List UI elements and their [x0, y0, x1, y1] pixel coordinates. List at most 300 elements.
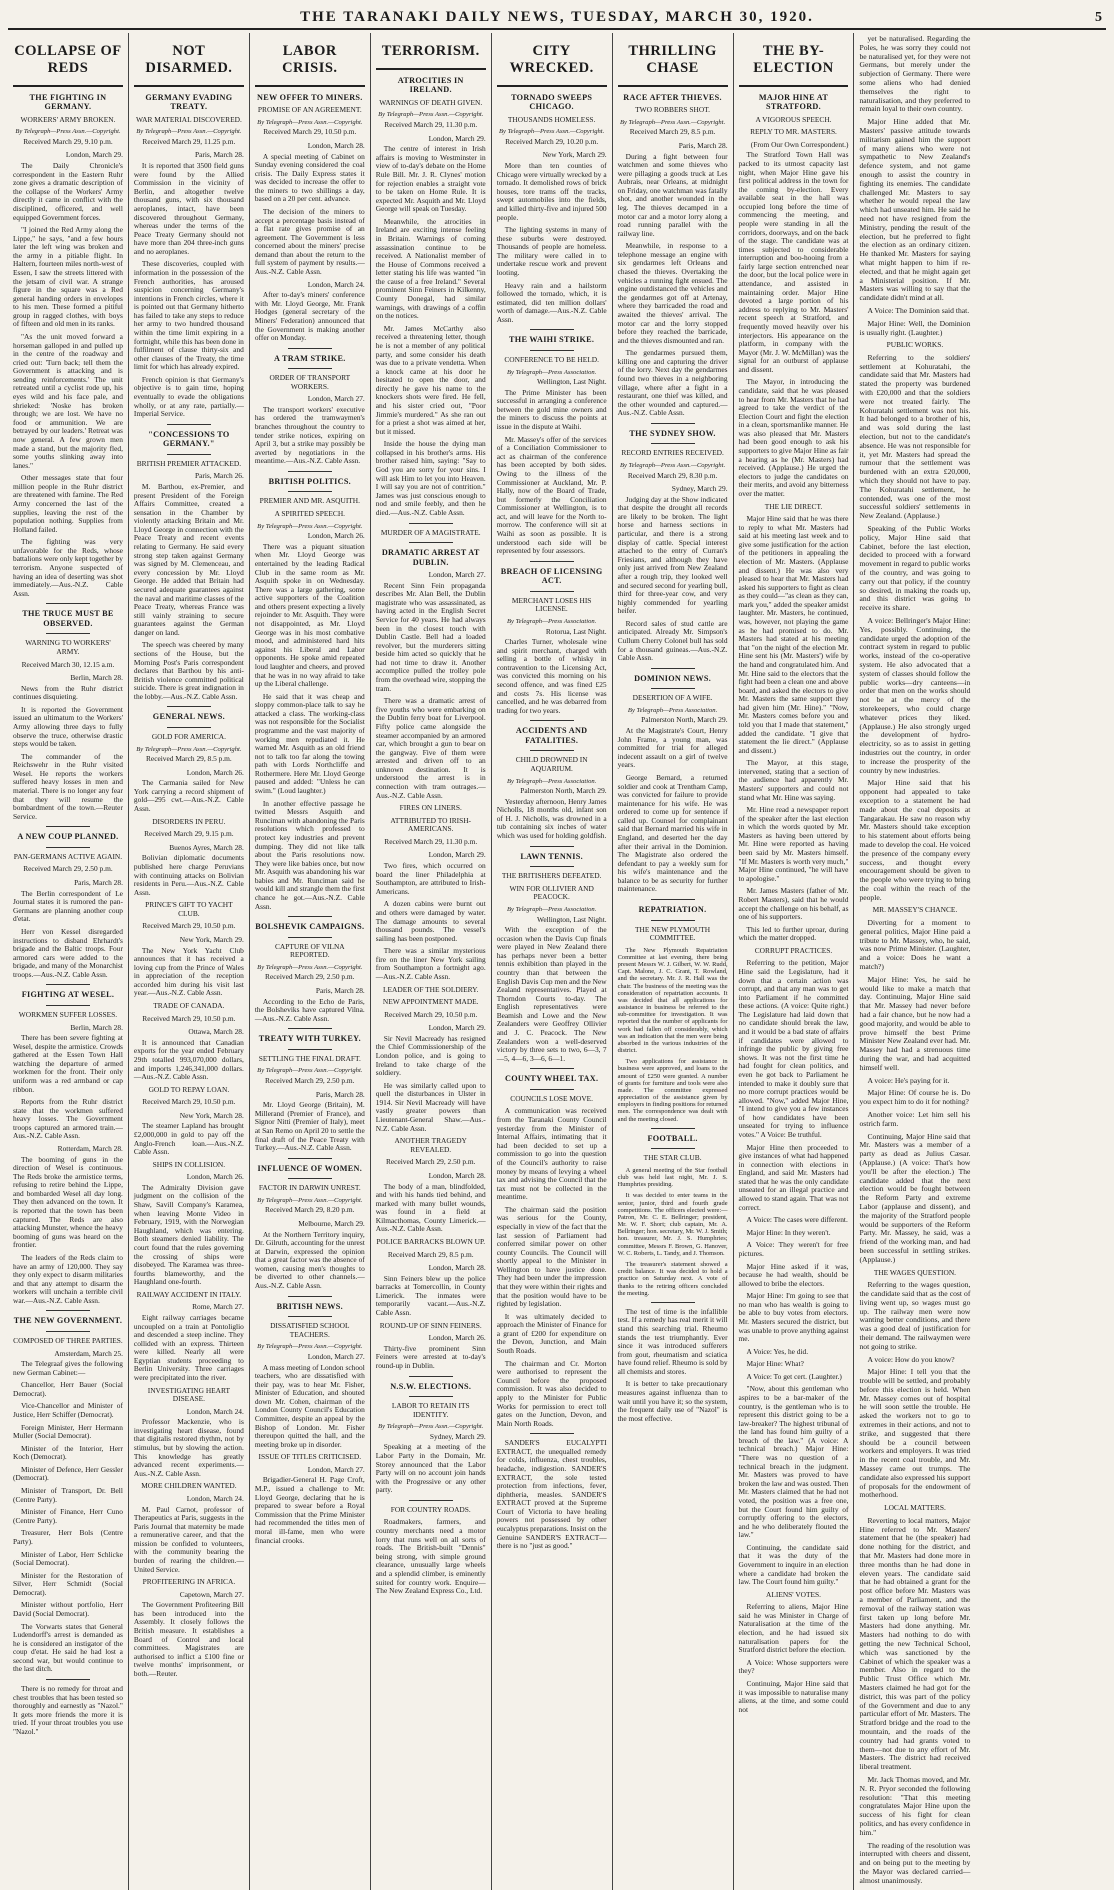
article-paragraph: There has been severe fighting at Wesel, despite the armistice. Crowds gathered at the Essen Town Hall watching the departure of armed workmen for the front. Their only uniform was a red armband or cap ribbon.: [13, 1033, 123, 1094]
article-paragraph: Two fires, which occurred on board the liner Philadelphia at Southampton, are attributed to Irish-Americans.: [375, 861, 486, 896]
subheading-plain: THE BRITISHERS DEFEATED.: [501, 871, 602, 881]
subheading-plain: MERCHANT LOSES HIS LICENSE.: [511, 595, 592, 614]
divider: [409, 1376, 453, 1377]
headline: THE BY-ELECTION: [739, 35, 849, 87]
divider: [651, 423, 695, 424]
article-paragraph: Major Hine: In they weren't.: [746, 1227, 831, 1237]
article-paragraph: French opinion is that Germany's objective is to gain time, hoping eventually to evade the obligations wholly, or at any rate, partially.—Imperial Service.: [133, 374, 244, 419]
received-time: Received March 29, 10.50 p.m.: [142, 1097, 236, 1107]
article-paragraph: Minister without portfolio, Herr David (Social Democrat).: [13, 1600, 123, 1618]
article-paragraph: A special meeting of Cabinet on Sunday evening considered the coal crisis. The Daily Express states it was decided to increase the offer to the miners to two shillings a day, based on a 20 per cent. advance.: [254, 151, 365, 204]
subheading-plain: THE STAR CLUB.: [643, 1153, 702, 1163]
article-paragraph: Another voice: Let him sell his ostrich farm.: [859, 1110, 971, 1128]
article-paragraph: The speech was cheered by many sections of the House, but the Morning Post's Paris correspondent declares that Barthou by his anti-British violence committed political suicide. There is great indignation in the lobby.—Aus.-N.Z. Cable Assn.: [133, 640, 244, 701]
subheading-plain: ORDER OF TRANSPORT WORKERS.: [269, 373, 351, 391]
subheading-plain: INVESTIGATING HEART DISEASE.: [147, 1385, 231, 1404]
article-paragraph: Continuing, the candidate said that it was the duty of the Government to inquire in an election where a candidate had broken the law. The Court found him guilty.": [738, 1542, 849, 1587]
subheading-plain: REPLY TO MR. MASTERS.: [750, 127, 837, 137]
article-paragraph: There was a piquant situation when Mr. Lloyd George was entertained by the leading Radical Club in the same room as Mr. Asquith spoke in on Wednesday. There was a large gathering, some active supporters of the Coalition and others present expecting a lively rejoinder to Mr. Asquith. They were not disappointed, as Mr. Lloyd George was in his most combative mood, and administered hard hits against his Liberal and Labor opponents. He spoke amid repeated loud laughter and cheers, and proved that he was in no way afraid to take up the Liberal challenge.: [254, 541, 365, 689]
article-paragraph: It is announced that Canadian exports for the year ended February 29th totalled 993,070,000 dollars, and imports 1,246,341,000 dollars.—Aus.-N.Z. Cable Assn.: [133, 1037, 244, 1082]
article-paragraph: George Bernard, a returned soldier and cook at Trentham Camp, was convicted for failure to provide maintenance for his wife. He was ordered to come up for sentence if called up. Counsel for complainant said that Bernard married his wife in England, and deserted her the day after their arrival in the Dominion. The Magistrate also ordered the defendant to pay a weekly sum for his wife's maintenance and the balance to be as security for further maintenance.: [617, 772, 728, 894]
article-paragraph: Yesterday afternoon, Henry James Nicholls, 18 months old, infant son of H. J. Nicholls, was drowned in a tub containing six inches of water which was used for holding goldfish.: [496, 796, 607, 841]
article-paragraph: It was ultimately decided to approach the Minister of Finance for a grant of £200 for expenditure on the Devon, Junction, and Main South Roads.: [496, 1311, 607, 1356]
subheading: THE NEW GOVERNMENT.: [13, 1316, 123, 1326]
dateline: London, March 24.: [186, 1406, 244, 1416]
article-paragraph: Professor Mackenzie, who is investigating heart disease, found that digitalis restored rhythm, not by stimulus, but by slowing the action. This knowledge has greatly advanced recent experiments.—Aus.-N.Z. Cable Assn.: [133, 1417, 244, 1478]
subheading-plain: LABOR TO RETAIN ITS IDENTITY.: [391, 1401, 470, 1419]
masthead-title: THE TARANAKI DAILY NEWS, TUESDAY, MARCH 30, 1920.: [300, 9, 814, 25]
subheading-plain: ISSUE OF TITLES CRITICISED.: [258, 1452, 362, 1462]
received-time: Received March 29, 2.50 p.m.: [385, 1157, 476, 1167]
article-paragraph: Sir Nevil Macready has resigned the Chief Commissionership of the London police, and is going to Ireland to take charge of the soldiery.: [375, 1033, 486, 1078]
article-paragraph: Meanwhile, the atrocities in Ireland are exciting intense feeling in Britain. Warnings of coming assassination continue to be received. A Nationalist member of the House of Commons received a letter stating his life was wanted "in the cause of a free Ireland." Several prominent Sinn Feiners in Kilkenny, County Donegal, had similar warnings, with drawings of a coffin on the notices.: [375, 216, 486, 321]
dateline: Rome, March 27.: [192, 1302, 244, 1312]
subheading-plain: WAR MATERIAL DISCOVERED.: [135, 114, 242, 124]
subheading-plain: POLICE BARRACKS BLOWN UP.: [376, 1237, 486, 1246]
subheading-plain: WORKMEN SUFFER LOSSES.: [18, 1009, 118, 1019]
dateline: London, March 29.: [428, 850, 486, 860]
article-paragraph: Mr. James McCarthy also received a threatening letter, though he is not a member of any political party, and some consider his death was due to a private vendetta. When a knock came at his door he hesitated to open the door, and directly he gave his name to the knockers shots were fired. He fell, and his sister cried out, "Poor Jimmie's murdered." As she ran out for a priest a shot was aimed at her, but it missed.: [375, 323, 486, 436]
article-paragraph: This led to further uproar, during which the matter dropped.: [738, 924, 849, 943]
dateline: London, March 29.: [428, 133, 486, 143]
divider: [409, 523, 453, 524]
subheading-plain: CONFERENCE TO BE HELD.: [504, 354, 599, 364]
article-paragraph: Minister for the Restoration of Silver, Herr Schmidt (Social Democrat).: [13, 1570, 123, 1597]
article-paragraph: According to the Echo de Paris, the Bolsheviks have captured Vilna.—Aus.-N.Z. Cable Assn.: [254, 996, 365, 1023]
article-paragraph: Reverting to local matters, Major Hine referred to Mr. Masters' statement that he (the speaker) had done nothing for the district, and that Mr. Masters had done more in three months than he had done in eleven years. The candidate said that he had obtained a grant for the post office before Mr. Masters was a member of Parliament, and the removal of the railway station was first taken up long before Mr. Masters had done anything. Mr. Masters had nothing to do with getting the new Technical School, which was sanctioned by the Cabinet of which the speaker was a member. Also in regard to the Public Trust Office which Mr. Masters claimed he had got for the district, this was part of the policy of the Government and due to any particular effort of Mr. Masters. The Stratford bridge and the road to the mountain, and the roads of the country had had grants voted to them—not due to any effort of Mr. Masters. The district had received liberal treatment.: [859, 1515, 971, 1772]
dateline: Sydney, March 29.: [429, 1431, 486, 1441]
dateline: Wellington, Last Night.: [537, 377, 607, 387]
dateline: London, March 27.: [307, 1464, 365, 1474]
article-paragraph: Charles Turner, wholesale wine and spirit merchant, charged with selling a bottle of whisky in contravention to the Licensing Act, was convicted this morning on his second offence, and was fined £25 and costs 7s. His license was cancelled, and he was debarred from trading for two years.: [496, 637, 607, 715]
divider: [46, 1005, 90, 1006]
subheading-plain: TWO ROBBERS SHOT.: [635, 105, 710, 115]
subheading-plain: ATTRIBUTED TO IRISH-AMERICANS.: [390, 815, 472, 834]
dateline: Paris, March 28.: [194, 150, 244, 160]
article-paragraph: Inside the house the dying man collapsed in his brother's arms. His brother raised him, saying: "Say to God you are sorry for your sins. I will ask Him to let you into Heaven. I will say you are not of contrition." James was just conscious enough to nod and smile feebly, and then he died.—Aus.-N.Z. Cable Assn.: [375, 439, 486, 517]
article-paragraph: A voice: He's paying for it.: [867, 1075, 950, 1085]
subheading-plain: PAN-GERMANS ACTIVE AGAIN.: [13, 851, 123, 861]
divider: [167, 424, 211, 425]
dateline: Berlin, March 28.: [70, 673, 123, 683]
subheading-plain: WARNINGS OF DEATH GIVEN.: [379, 97, 483, 107]
masthead: [8, 4, 1106, 30]
article-paragraph: The gendarmes pursued them, killing one and capturing the driver of the lorry. Next day the gendarmes found two thieves in a neighboring village, where after a fight in a restaurant, one thief was killed, and the other wounded and captured.—Aus.-N.Z. Cable Assn.: [617, 348, 728, 418]
subheading: THE WAIHI STRIKE.: [509, 335, 595, 345]
subheading-plain: MURDER OF A MAGISTRATE.: [380, 527, 481, 537]
divider: [46, 984, 90, 985]
article-paragraph: The steamer Lapland has brought £2,000,000 in gold to pay off the Anglo-French loan.—Aus.-N.Z. Cable Assn.: [133, 1121, 244, 1157]
article-paragraph: Referring to the soldiers' settlement at Kohuratahi, the candidate said that Mr. Masters had stated the property was burdened with £20,000 and that the soldiers were not treated fairly. The Kohuratahi settlement was not his. It had belonged to a brother of his, and was sold during the last election, but not to the candidate's absence. He was not responsible for it, yet Mr. Masters had spread the rumour that the settlement was burdened with an extra £20,000, which they should not have to pay. The Kohuratahi settlement, he contended, was one of the most successful soldiers' settlements in New Zealand. (Applause.): [859, 352, 971, 521]
subheading-plain: SETTLING THE FINAL DRAFT.: [258, 1053, 361, 1063]
received-time: Received March 29, 10.50 p.m.: [142, 1013, 236, 1023]
dateline: Buenos Ayres, March 28.: [169, 842, 244, 852]
divider: [46, 1679, 90, 1680]
subheading-plain: FIRES ON LINERS.: [399, 803, 462, 813]
divider: [167, 727, 211, 728]
byline: By Telegraph—Press Assn.—Copyright.: [136, 128, 242, 136]
article-paragraph-small: Two applications for assistance in business were approved, and loans to the amount of £250 were granted. A number of grants for furniture and tools were also made. The committee expressed appreciation of the assistance given by employers in finding positions for returned men. The correspondence was dealt with and the meeting closed.: [617, 1058, 728, 1123]
divider: [530, 561, 574, 562]
dateline: Paris, March 28.: [678, 140, 728, 150]
dateline: London, March 28.: [428, 1170, 486, 1180]
article-paragraph: Meanwhile, in response to a telephone message an engine with six gendarmes left Orleans and chased the thieves. Overtaking the vehicles a running fight ensued. The engine outdistanced the vehicles and the gendarmes got off at Artenay, where they barricaded the road and awaited the thieves' arrival. The motor car and the lorry stopped before they reached the barricade, and the thieves dismounted and ran.: [617, 241, 728, 345]
byline: By Telegraph—Press Assn.—Copyright.: [257, 1067, 363, 1075]
article-paragraph: The Carmania sailed for New York carrying a record shipment of gold—295 cwt.—Aus.-N.Z. Cable Assn.: [133, 778, 244, 814]
dateline: Paris, March 26.: [194, 471, 244, 481]
subheading: ATROCITIES IN IRELAND.: [397, 75, 464, 95]
subheading-plain: SHIPS IN COLLISION.: [152, 1159, 226, 1169]
dateline: London, March 26.: [186, 767, 244, 777]
divider: [651, 688, 695, 689]
article-paragraph: After to-day's miners' conference with Mr. Lloyd George, Mr. Frank Hodges (general secretary of the Miners' Federation) announced that the Government is making another offer on Monday.: [254, 290, 365, 343]
subheading-plain: RAILWAY ACCIDENT IN ITALY.: [136, 1289, 242, 1299]
subheading-plain: GOLD FOR AMERICA.: [151, 731, 226, 741]
article-paragraph: The Vorwarts states that General Ludendorff's arrest is demanded as he is considered an instigator of the coup d'etat. He said he had lost a second war, but would continue to the last ditch.: [13, 1621, 123, 1674]
article-paragraph: Minister of Defence, Herr Gessler (Democrat).: [13, 1464, 123, 1483]
received-time: Received March 29, 8.20 p.m.: [265, 1205, 355, 1215]
subheading-plain: RECORD ENTRIES RECEIVED.: [621, 448, 724, 458]
article-paragraph: Major Hine added that Mr. Masters' passive attitude towards militarism gained him the support of many aliens who were not sympathetic to New Zealand's defence system, and not game enough to assist the country in fighting its enemies. The candidate challenged Mr. Masters to say whether he would repeal the law which had unseated him. He said he need not have resigned from the Ministry, pending the result of the election, but he preferred to fight the election as an ordinary citizen. He thanked Mr. Masters for saying what might happen to him if re-elected, and that he might again get a Ministerial position. If Mr. Masters was willing to say that the candidate didn't mind at all.: [859, 117, 971, 303]
headline: LABOR CRISIS.: [255, 35, 365, 87]
article-paragraph: The body of a man, blindfolded, and with his hands tied behind, and marked with many bullet wounds, was found in a field at Kilmacthomas, County Limerick.—Aus.-N.Z. Cable Assn.: [375, 1181, 486, 1234]
subheading-plain: MORE CHILDREN WANTED.: [141, 1481, 237, 1491]
subheading-plain: GOLD TO REPAY LOAN.: [148, 1084, 230, 1094]
column-city-wrecked: [492, 33, 613, 1890]
byline: By Telegraph—Press Assn.—Copyright.: [378, 111, 484, 119]
article-paragraph: "Now, about this gentleman who aspires to be a bar-maker of the country, is the gentleman who is to represent this district going to be a law-breaker? The highest tribunal of the land has found him guilty of a breach of the law." (A voice: A technical breach.) Major Hine: "There was no question of a technical breach in the judgment. Mr. Masters was proved to have broken the law and was ousted. Then Mr. Masters claimed that he had not voted, the position was a free one, but the Court found him guilty of corruptly offering to the electors, and he who deliberately flouted the law.": [738, 1384, 849, 1540]
divider: [651, 668, 695, 669]
subheading-plain: CHILD DROWNED IN AQUARIUM.: [515, 755, 588, 773]
divider: [651, 1148, 695, 1149]
dateline: Rotterdam, March 28.: [57, 1144, 123, 1154]
article-paragraph: "As the unit moved forward a horseman galloped in and pulled up in the centre of the roadway and cried out: 'Turn back; tell them the Government is attacking and is sending reinforcements.' The unit retreated until a cyclist rode up, his eyes wild and his face pale, and shrieked: 'Noske has broken through; we are lost. We have no food or ammunition. We are betrayed by our leaders.' Retreat was now general. A few grown men made a stand, but the majority fled, some youths slinking away into lanes.": [13, 332, 123, 470]
article-paragraph: The reading of the resolution was interrupted with cheers and dissent, and on being put to the meeting by the Mayor was declared carried—almost unanimously.: [859, 1840, 971, 1885]
byline: By Telegraph—Press Association.: [506, 617, 597, 625]
headline: TERRORISM.: [376, 35, 486, 70]
dateline: Paris, March 28.: [315, 1089, 365, 1099]
subheading: BOLSHEVIK CAMPAIGNS.: [255, 922, 365, 932]
page-number: 5: [1095, 10, 1102, 25]
dateline: London, March 29.: [428, 1023, 486, 1033]
subheading-plain: ROUND-UP OF SINN FEINERS.: [379, 1320, 482, 1330]
subheading: RACE AFTER THIEVES.: [623, 92, 722, 102]
subheading: NEW OFFER TO MINERS.: [256, 92, 363, 102]
article-paragraph: Major Hine: I tell you that the trouble will be settled, and probably before this election is held. When Mr. Massey comes out of hospital he will soon settle the trouble. He asked the workers not to go to extremes in their actions, and not to strike, and suggested that there should be a council between workers and employers. It was tried in the recent coal trouble, and Mr. Massey came out trumps. The candidate also expressed his support of proposals for the endowment of motherhood.: [859, 1367, 971, 1500]
byline: By Telegraph—Press Association.: [506, 905, 597, 913]
article-paragraph: At the Magistrate's Court, Henry John Frame, a young man, was committed for trial for alleged indecent assault on a girl of twelve years.: [617, 726, 728, 770]
article-paragraph: There is no remedy for throat and chest troubles that has been tested so thoroughly and earnestly as "Nazol." It gets more friends the more it is tried. If your throat troubles you use "Nazol.": [13, 1684, 123, 1736]
received-time: Received March 29, 10.50 p.m.: [263, 127, 357, 137]
received-time: Received March 29, 10.20 p.m.: [505, 136, 599, 146]
subheading-plain: LOCAL MATTERS.: [884, 1503, 946, 1513]
received-time: Received March 29, 10.50 p.m.: [384, 1009, 478, 1019]
subheading: "CONCESSIONS TO GERMANY.": [148, 429, 230, 449]
article-paragraph-small: A general meeting of the Star football club was held last night, Mr. J. S. Humphries presiding.: [617, 1166, 728, 1189]
dateline: London, March 27.: [428, 570, 486, 580]
article-paragraph: Treasurer, Herr Bols (Centre Party).: [13, 1528, 123, 1546]
column-not-disarmed: [129, 33, 250, 1890]
column-terrorism: [371, 33, 492, 1890]
article-paragraph: Thirty-five prominent Sinn Feiners were arrested at to-day's round-up in Dublin.: [375, 1343, 486, 1370]
byline: By Telegraph—Press Association.: [506, 368, 597, 376]
dateline: New York, March 28.: [179, 1110, 244, 1120]
article-paragraph: The Telegraaf gives the following new German Cabinet:—: [13, 1359, 123, 1377]
article-paragraph: Diverting for a moment to general politics, Major Hine paid a tribute to Mr. Massey, who, he said, was now Prime Minister. (Laughter, and a voice: Does he want a match?): [859, 918, 971, 972]
article-paragraph: The decision of the miners to accept a percentage basis instead of a flat rate gives promise of an agreement. The Government is less concerned about the miners' precise demand than about the return to the full system of payment by results.—Aus.-N.Z. Cable Assn.: [254, 206, 365, 277]
article-paragraph: Mr. Jack Thomas moved, and Mr. N. R. Pryor seconded the following resolution: "That this meeting congratulates Major Hine upon the success of his fight for clean politics, and has every confidence in him.": [859, 1774, 971, 1837]
article-paragraph: Other messages state that four million people in the Ruhr district are threatened with famine. The Red Army concerned the last of the supplies, leaving the rest of the population nothing. Supplies from Holland failed.: [13, 473, 123, 534]
subheading: DOMINION NEWS.: [634, 673, 712, 683]
article-paragraph: Brigadier-General H. Page Croft, M.P., issued a challenge to Mr. Lloyd George, declaring that he is prepared to swear before a Royal Commission that the Prime Minister had recommended the titles men of moral ill-fame, men who were financial crooks.: [254, 1475, 365, 1545]
dateline: New York, March 29.: [179, 935, 244, 944]
dateline: Melbourne, March 29.: [298, 1219, 365, 1228]
subheading-plain: PROMISE OF AN AGREEMENT.: [257, 105, 362, 115]
divider: [651, 443, 695, 444]
article-paragraph: The Berlin correspondent of Le Journal states it is rumored the pan-Germans are planning another coup d'etat.: [13, 888, 123, 924]
divider: [409, 1500, 453, 1501]
byline: By Telegraph—Press Assn.—Copyright.: [619, 461, 726, 469]
headline: NOT DISARMED.: [134, 35, 244, 87]
byline: By Telegraph—Press Assn.—Copyright.: [378, 1423, 484, 1431]
article-paragraph: The Prime Minister has been successful in arranging a conference between the gold mine owners and the miners to discuss the points at issue in the dispute at Waihi.: [496, 387, 607, 432]
dateline: Paris, March 28.: [74, 878, 123, 888]
article-paragraph: At the Northern Territory inquiry, Dr. Gilruth, accounting for the unrest at Darwin, expressed the opinion that a great factor was the absence of women, causing men's thoughts to be diverted to other channels.—Aus.-N.Z. Cable Assn.: [254, 1229, 365, 1291]
dateline: London, March 26.: [307, 531, 365, 541]
headline: THRILLING CHASE: [618, 35, 728, 87]
divider: [288, 1316, 332, 1317]
article-paragraph: A Voice: The cases were different.: [746, 1215, 848, 1225]
subheading-plain: COMPOSED OF THREE PARTIES.: [13, 1335, 123, 1345]
dateline: Berlin, March 28.: [70, 1022, 123, 1032]
subheading-plain: CORRUPT PRACTICES.: [754, 945, 833, 955]
article-paragraph: Major Hine: Yes, he said he would like to make a match that day. Continuing, Major Hine said that Mr. Massey had never before had a fair chance, but he now had a good majority, and would be able to prove himself the best Prime Minister New Zealand ever had. Mr. Massey had had a strenuous time during the war, and had acquitted himself well.: [859, 974, 971, 1072]
subheading-plain: THOUSANDS HOMELESS.: [507, 114, 596, 124]
byline: By Telegraph—Press Assn.—Copyright.: [136, 745, 242, 753]
subheading-plain: CAPTURE OF VILNA REPORTED.: [274, 941, 345, 960]
dateline: Capetown, March 27.: [179, 1589, 244, 1599]
article-paragraph: Minister of Transport, Dr. Bell (Centre Party).: [13, 1486, 123, 1504]
subheading-plain: MR. MASSEY'S CHANCE.: [872, 905, 958, 915]
article-paragraph: Mr. Hine read a newspaper report of the speaker after the last election in which the words quoted by Mr. Masters as having been uttered by Mr. Hine were reported as having been said by Mr. Masters himself. "If Mr. Masters is worth very much," Major Hine continued, "he will have to apologise.": [738, 805, 849, 883]
article-paragraph: Chancellor, Herr Bauer (Social Democrat).: [13, 1380, 123, 1398]
divider: [167, 706, 211, 707]
subheading: FOOTBALL.: [647, 1133, 698, 1143]
dateline: London, March 24.: [307, 279, 365, 289]
byline: By Telegraph—Press Assn.—Copyright.: [499, 128, 605, 136]
article-paragraph: Roadmakers, farmers, and country merchants need a motor lorry that runs well on all sorts of roads. The British-built "Dennis" being strong, with simple ground clearance, unusually large wheels and a splendid climber, is eminently suited for country work. Enquire—The New Zealand Express Co., Ltd.: [375, 1517, 486, 1596]
divider: [530, 1068, 574, 1069]
article-paragraph: There was a dramatic arrest of five youths who were embarking on the Dublin ferry boat for Liverpool. Fifty police came alongside the steamer accompanied by an armored car, which brought a gun to bear on the gangway. Five of them were arrested and driven off to an unknown destination. It is understood the arrest is in connection with tram outrages.—Aus.-N.Z. Cable Assn.: [375, 696, 486, 800]
article-paragraph: A communication was received from the Taranaki County Council yesterday from the Minister of Internal Affairs, intimating that it had been decided to set up a commission to go into the question of the Council's authority to raise money by means of levying a wheel tax and advising the Council that the tax must not be collected in the meantime.: [496, 1106, 607, 1202]
article-paragraph: Major Hine asked if it was, because he had wealth, should be allowed to bribe the electors.: [738, 1261, 849, 1288]
subheading-plain: BRITISH PREMIER ATTACKED.: [136, 458, 242, 468]
article-paragraph: With the exception of the occasion when the Davis Cup finals were played in New Zealand there has perhaps never been a better tennis exhibition than played in the country than that between the English Davis Cup men and the New Zealand representatives. Played at Thorndon Courts to-day. The English representatives were Beamish and Lowe and the New Zealanders were Geoffrey Ollivier and J. C. Peacock. The New Zealanders won a well-deserved victory by three sets to two, 6—3, 7—5, 4—6, 3—6, 6—1.: [496, 925, 607, 1063]
dateline: Wellington, Last Night.: [537, 914, 607, 924]
article-paragraph: SANDER'S EUCALYPTI EXTRACT, the unequalled remedy for colds, influenza, chest troubles, headache, indigestion. SANDER'S EXTRACT, the sole tested protection from infections, fever, diphtheria, measles. SANDER'S EXTRACT proved at the Supreme Court of Victoria to have healing powers not possessed by other eucalyptus preparations. Insist on the Genuine SANDER'S EXTRACT—there is no "just as good.": [496, 1438, 607, 1551]
received-time: Received March 29, 2.50 p.m.: [23, 864, 113, 874]
divider: [288, 471, 332, 472]
article-paragraph: Eight railway carriages became uncoupled on a train at Pontoliglio and descended a steep incline. They collided with an express. Thirteen were killed. Nearly all were Egyptian students proceeding to Berlin University. Three carriages were precipitated into the river.: [133, 1312, 244, 1383]
article-paragraph: A voice: Bellringer's Major Hine: Yes, possibly. Continuing, the candidate urged the adoption of the contract system in regard to public works, instead of the co-operative system. He also advocated that a system of classes should follow the public works—dry canteens—in order that men on the works should not be at the mercy of the storekeepers, who could charge whatever prices they liked. (Applause.) He also strongly urged the development of hydro-electricity, so as to assist in getting industries out the country, in order to increase the prosperity of the country by new industries.: [859, 615, 971, 775]
subheading-plain: THE WAGES QUESTION.: [873, 1267, 957, 1277]
subheading: BRITISH POLITICS.: [268, 476, 352, 486]
article-paragraph: M. Paul Carnot, professor of Therapeutics at Paris, suggests in the Paris Journal that maternity be made a remunerative career, and that the mission be confided to volunteers, with the community bearing the burden of rearing the children.—United Service.: [133, 1504, 244, 1574]
subheading: REPATRIATION.: [638, 905, 707, 915]
dateline: (From Our Own Correspondent.): [750, 139, 849, 149]
article-paragraph: The booming of guns in the direction of Wesel is continuous. The Reds broke the armistice terms, refusing to retire behind the Lippe, and bombarded Wesel all day long. They then advanced on the town. It is reported that the town has been captured. The Reds are also attacking Munster, whence the heavy booming of guns was heard on the frontier.: [13, 1154, 123, 1250]
article-paragraph: Referring to aliens, Major Hine said he was Minister in Charge of Naturalisation at the time of the election, and he had issued six naturalisation papers for the Stratford district before the election.: [738, 1602, 849, 1655]
divider: [288, 368, 332, 369]
subheading: TREATY WITH TURKEY.: [258, 1034, 361, 1044]
subheading-plain: LEADER OF THE SOLDIERY.: [383, 984, 479, 994]
article-paragraph: A mass meeting of London school teachers, who are dissatisfied with their pay, was to hear Mr. Fisher, Minister of Education, and shouted down Mr. Cohen, chairman of the London County Council's Education Committee, despite an appeal by the Bishop of London. Mr. Fisher thereupon quitted the hall, and the meeting broke up in disorder.: [254, 1362, 365, 1449]
subheading-plain: COUNCILS LOSE MOVE.: [510, 1093, 594, 1103]
article-paragraph: Vice-Chancellor and Minister of Justice, Herr Schiffer (Democrat).: [13, 1401, 123, 1419]
subheading-plain: ALIENS' VOTES.: [766, 1589, 821, 1599]
divider: [288, 1049, 332, 1050]
byline: By Telegraph—Press Assn.—Copyright.: [257, 118, 363, 126]
subheading-plain: FACTOR IN DARWIN UNREST.: [258, 1183, 361, 1193]
article-paragraph: The Mayor, at this stage, intervened, stating that a section of the audience had apparently Mr. Masters' supporters and could not stand what Mr. Hine was saying.: [738, 758, 849, 802]
subheading-plain: PROFITEERING IN AFRICA.: [142, 1577, 236, 1587]
subheading: THE TRUCE MUST BE OBSERVED.: [22, 609, 114, 628]
dateline: London, March 26.: [428, 1333, 486, 1343]
divider: [530, 350, 574, 351]
subheading-plain: A SPIRITED SPEECH.: [274, 509, 346, 519]
divider: [288, 1028, 332, 1029]
dateline: London, March 28.: [428, 1263, 486, 1273]
article-paragraph: A Voice: Whose supporters were they?: [738, 1657, 849, 1676]
dateline: New York, March 29.: [542, 150, 607, 160]
subheading: TORNADO SWEEPS CHICAGO.: [511, 92, 593, 112]
article-paragraph: Mr. Lloyd George (Britain), M. Millerand (Premier of France), and Signor Nitti (Premier of Italy), meet at San Remo on April 20 to settle the final draft of the Peace Treaty with Turkey.—Aus.-N.Z. Cable Assn.: [254, 1100, 365, 1153]
divider: [288, 348, 332, 349]
subheading-plain: WIN FOR OLLIVIER AND PEACOCK.: [509, 883, 594, 902]
article-paragraph: Continuing, Major Hine said that Mr. Masters was a member of a party as dead as Julius Cæsar. (Applause.) (A voice: That's how you'll be after the election.) The candidate added that the next election would be fought between the Reform Party and extreme Labor (applause and dissent), and the majority of the Stratford people would be supporters of the Reform Party. Mr. Massey, he said, was a friend of the working man, and had been successful in settling strikes. (Applause.): [859, 1131, 971, 1264]
subheading-plain: THE NEW PLYMOUTH COMMITTEE.: [635, 924, 711, 943]
article-paragraph: The chairman and Cr. Morton were authorised to represent the Council before the proposed commission. It was also decided to apply to the Minister for Public Works for permission to erect toll gates on the Junction, Devon, and Main North Roads.: [496, 1358, 607, 1428]
received-time: Received March 29, 8.30 p.m.: [627, 470, 718, 480]
subheading: INFLUENCE OF WOMEN.: [257, 1163, 363, 1173]
divider: [46, 1310, 90, 1311]
article-paragraph: The centre of interest in Irish affairs is moving to Westminster in view of to-day's debate on the Home Rule Bill. Mr. J. R. Clynes' motion for rejection enables a straight vote to be taken on Home Rule. It is expected Mr. Asquith and Mr. Lloyd George will speak on Tuesday.: [375, 144, 486, 214]
divider: [530, 846, 574, 847]
column-thrilling-chase: [613, 33, 734, 1890]
divider: [46, 603, 90, 604]
article-paragraph: Foreign Minister, Herr Hermann Muller (Social Democrat).: [13, 1422, 123, 1441]
subheading: DRAMATIC ARREST AT DUBLIN.: [381, 548, 480, 567]
article-paragraph: Minister of Labor, Herr Schlicke (Social Democrat).: [13, 1549, 123, 1568]
divider: [409, 1396, 453, 1397]
article-paragraph: The test of time is the infallible test. If a remedy has real merit it will stand this searching trial. Rheumo stands the test triumphantly. Ever since it was introduced sufferers from gout, rheumatism and sciatica have found relief. Rheumo is sold by all chemists and stores.: [617, 1306, 728, 1376]
headline: CITY WRECKED.: [497, 35, 607, 87]
divider: [530, 720, 574, 721]
subheading-plain: NEW APPOINTMENT MADE.: [382, 997, 479, 1007]
subheading: COUNTY WHEEL TAX.: [505, 1074, 599, 1084]
dateline: London, March 27.: [307, 394, 365, 404]
byline: By Telegraph—Press Assn.—Copyright.: [15, 128, 121, 136]
received-time: Received March 29, 10.50 p.m.: [142, 921, 236, 931]
divider: [288, 1296, 332, 1297]
subheading: A NEW COUP PLANNED.: [17, 832, 119, 842]
article-paragraph: Recent Sinn Fein propaganda describes Mr. Alan Bell, the Dublin magistrate who was assassinated, as having acted in the English Secret Service for 40 years. He had always been in the closest touch with Dublin Castle. Bell had a loaded revolver, but the murderers sitting beside him acted so quickly that he had not time to draw it. Another accomplice pulled the trolley pole from the overhead wire, stopping the tram.: [375, 580, 486, 693]
article-paragraph: Major Hine said that his opponent had appealed to take exception to a statement he had made about the coal deposits at Tangarakau. He saw no reason why Mr. Masters should take exception to his statement about efforts being made to develop the coal. He voiced the presence of the company every success, and thought every encouragement should be given to the people who were trying to bring the coal within the reach of the people.: [859, 778, 971, 902]
subheading: LAWN TENNIS.: [520, 851, 583, 861]
divider: [530, 329, 574, 330]
article-paragraph: Referring to the wages question, the candidate said that as the cost of living went up, so wages must go up. The railway men were now wanting better conditions, and there was a good deal of justification for their demand. The railwaymen were not going to strike.: [859, 1280, 971, 1351]
article-paragraph: Major Hine: What?: [746, 1359, 804, 1369]
article-paragraph: Record sales of stud cattle are anticipated. Already Mr. Simpson's Cullum Cherry Colonel bull has sold for a thousand guineas.—Aus.-N.Z. Cable Assn.: [617, 618, 728, 663]
byline: By Telegraph—Press Assn.—Copyright.: [257, 1343, 363, 1351]
article-paragraph: Major Hine: Of course he is. Do you expect him to do it for nothing?: [859, 1088, 971, 1107]
article-paragraph: Continuing, Major Hine said that it was impossible to naturalise many aliens, at the time, and some could not: [738, 1678, 849, 1714]
subheading: ACCIDENTS AND FATALITIES.: [515, 726, 588, 745]
article-paragraph: The Stratford Town Hall was packed to its utmost capacity last night, when Major Hine gave his first political address in the town for the coming by-election. Every available seat in the hall was occupied long before the time of commencing the meeting, and people were standing in all the corridors, doorways, and on the back of the stage. The candidate was at times subjected to considerable interruption and boo-hooing from a fairly large section entrenched near the door, but the local police were in attendance, and assisted in maintaining order. Major Hine devoted a large portion of his address to replying to Mr. Masters' recent speech at Stratford, and frequently moved heavily over his interjectors. His appearance on the platform, in company with the Mayor (Mr. J. W. McMillan) was the signal for an outburst of applause and dissent.: [738, 150, 849, 374]
article-paragraph: It is reported that 3500 field guns were found by the Allied Commission in the vicinity of Berlin, and altogether twelve thousand guns, with six thousand aeroplanes, intact, have been discovered throughout Germany, whereas under the terms of the Peace Treaty Germany should not have more than 204 three-inch guns and no aeroplanes.: [133, 161, 244, 256]
article-paragraph-small: The New Plymouth Repatriation Committee at last evening, there being present Messrs W. J. Gilbert, W. W. Rudd, Capt. Malone, J. C. Grant, T. Rowland, and the secretary. Mr. J. R. Hall was the chair. The business of the meeting was the consideration of repatriation accounts. It was decided that all applications for assistance in business be referred to the sub-committee for investigation. It was reported that the number of applicants for work had fallen off considerably, which was an indication that the men were being absorbed in the various industries of the district.: [617, 946, 728, 1055]
article-paragraph: The Government Profiteering Bill has been introduced into the Assembly. It closely follows the British measure. It establishes a Board of Control and local committees. Magistrates are authorised to inflict a £100 fine or twelve months' imprisonment, or both.—Reuter.: [133, 1600, 244, 1678]
subheading: FIGHTING AT WESEL.: [21, 990, 115, 1000]
article-paragraph-small: The treasurer's statement showed a credit balance. It was decided to hold a practice on Saturday next. A vote of thanks to the retiring officers concluded the meeting.: [617, 1260, 728, 1297]
article-paragraph: These discoveries, coupled with information in the possession of the French authorities, has aroused suspicion concerning Germany's intentions in French circles, where it is pointed out that Germany hitherto has failed to take any steps to reduce her army to two hundred thousand within the time limit expiring in a fortnight, while this has been done in fulfilment of clause thirty-six and other clauses of the Treaty, the time limit for which has already expired.: [133, 259, 244, 372]
article-paragraph: Herr von Kessel disregarded instructions to disband Ehrhardt's brigade and the Baltic troops. Four armored cars were added to the brigade, and many of the Monarchist troops.—Aus.-N.Z. Cable Assn.: [13, 926, 123, 979]
article-paragraph: The Mayor, in introducing the candidate, said that he was pleased to hear from Mr. Masters that he had agreed to take the verdict of the Election Court and fight the election in a clean, sportsmanlike manner. He was also pleased that Mr. Masters had been good enough to ask his supporters to give Major Hine as fair a hearing as he (Mr. Masters) had received. (Applause.) He urged the electors to judge the candidates on their merits, and avoid any bitterness over the matter.: [738, 377, 849, 498]
received-time: Received March 29, 2.50 p.m.: [265, 972, 355, 982]
subheading-plain: PUBLIC WORKS.: [886, 340, 944, 350]
article-paragraph: The commander of the Reichswehr in the Ruhr visited Wesel. He reports the workers suffered heavy losses in men and material. There is no longer any fear that they will resume the bombardment of the town.—Reuter Service.: [13, 751, 123, 821]
dateline: London, March 29.: [65, 150, 123, 160]
article-paragraph: It is better to take precautionary measures against influenza than to wait until you have it; so the system, the frequent daily use of "Nazol" is the most effective.: [617, 1379, 728, 1423]
subheading-plain: THE LIE DIRECT.: [764, 501, 823, 511]
received-time: Received March 29, 11.30 p.m.: [384, 836, 478, 846]
article-paragraph: More than ten counties of Chicago were virtually wrecked by a tornado. It demolished rows of brick houses, tore trams off the tracks, swept automobiles into the fields, and killed thirty-five and injured 500 people.: [496, 161, 607, 222]
column-labor-crisis: [250, 33, 371, 1890]
article-paragraph: Major Hine said that he was there to reply to what Mr. Masters had said at his meeting last week and to give some justification for the action of the petitioners in appealing the election of Mr. Masters. (Applause and dissent.) He was also very pleased to hear that Mr. Masters had asked his supporters to fight as clean as they could—"as clean as they can, mark you," added the speaker amidst laughter. Mr. Masters, he continued, was, however, not playing the game as he had promised to do. Mr. Masters had stated at his meeting that "on the night of the election Mr. Hine sent his (Mr. Masters') wife by the hand and congratulated him. And Mr. Hine said to the electors that the fight had been a clean one and above board, and asked the electors to give Mr. Masters the same support they had given him (Mr. Hine)." "Now, Mr. Masters comes before you and told you that I made that statement," added the candidate. "I give that statement the lie direct." (Applause and dissent.): [738, 514, 849, 755]
article-paragraph: It is reported the Government issued an ultimatum to the Workers' Army allowing three days to fully observe the truce, otherwise drastic steps would be taken.: [13, 704, 123, 749]
dateline: Sydney, March 29.: [671, 484, 728, 494]
article-paragraph: Speaking at a meeting of the Labor Party in the Domain, Mr. Storey announced that the Labor Party will on no account join hands with the Progressive or any other party.: [375, 1442, 486, 1495]
article-paragraph: Major Hine: I'm going to see that no man who has wealth is going to be able to buy votes from electors. Mr. Masters secured the district, but was unable to prove anything against me.: [738, 1291, 849, 1344]
article-paragraph: He was similarly called upon to quell the disturbances in Ulster in 1914. Sir Nevil Macready will have vastly greater powers than Lieutenant-General Shaw.—Aus.-N.Z. Cable Assn.: [375, 1080, 486, 1133]
divider: [530, 1433, 574, 1434]
columns: [8, 33, 1106, 1885]
dateline: Ottawa, March 28.: [188, 1027, 244, 1037]
subheading-plain: PRINCE'S GIFT TO YACHT CLUB.: [145, 900, 233, 918]
subheading: THE SYDNEY SHOW.: [629, 428, 716, 438]
subheading-plain: FOR COUNTRY ROADS.: [390, 1504, 471, 1514]
divider: [530, 591, 574, 592]
article-paragraph: Sinn Feiners blew up the police barracks at Tomercollin, in County Limerick. The inmates were temporarily vacant.—Aus.-N.Z. Cable Assn.: [375, 1273, 486, 1318]
subheading-plain: TRADE OF CANADA.: [153, 1001, 225, 1011]
dateline: Paris, March 28.: [315, 986, 365, 996]
divider: [288, 491, 332, 492]
divider: [46, 826, 90, 827]
received-time: Received March 29, 11.30 p.m.: [384, 120, 478, 130]
received-time: Received March 29, 8.5 p.m.: [145, 754, 232, 764]
article-paragraph: "I joined the Red Army along the Lippe," he says, "and a few hours later the left wing was broken and the army in a pitiable flight. In Haltern, fourteen miles north-west of Essen, I saw the streets littered with the jetsam of civil war. A strange figure in the square was a Red general handing orders in envelopes to his men. These formed a pitiful group in ragged clothes, with boys of fifteen and old men in its ranks.: [13, 225, 123, 329]
article-paragraph: The transport workers' executive has ordered the tramwaymen's branches throughout the country to tender strike notices, expiring on April 3, but a strike may possibly be averted by negotiations in the meantime.—Aus.-N.Z. Cable Assn.: [254, 404, 365, 466]
divider: [409, 542, 453, 543]
byline: By Telegraph—Press Assn.—Copyright.: [257, 522, 363, 530]
subheading: MAJOR HINE AT STRATFORD.: [758, 92, 829, 112]
dateline: London, March 27.: [307, 1351, 365, 1361]
dateline: Palmerston North, March 29.: [641, 715, 728, 725]
subheading: N.S.W. ELECTIONS.: [390, 1381, 472, 1391]
dateline: London, March 26.: [186, 1172, 244, 1182]
received-time: Received March 29, 9.10 p.m.: [23, 136, 113, 146]
byline: By Telegraph—Press Assn.—Copyright.: [257, 1196, 363, 1204]
